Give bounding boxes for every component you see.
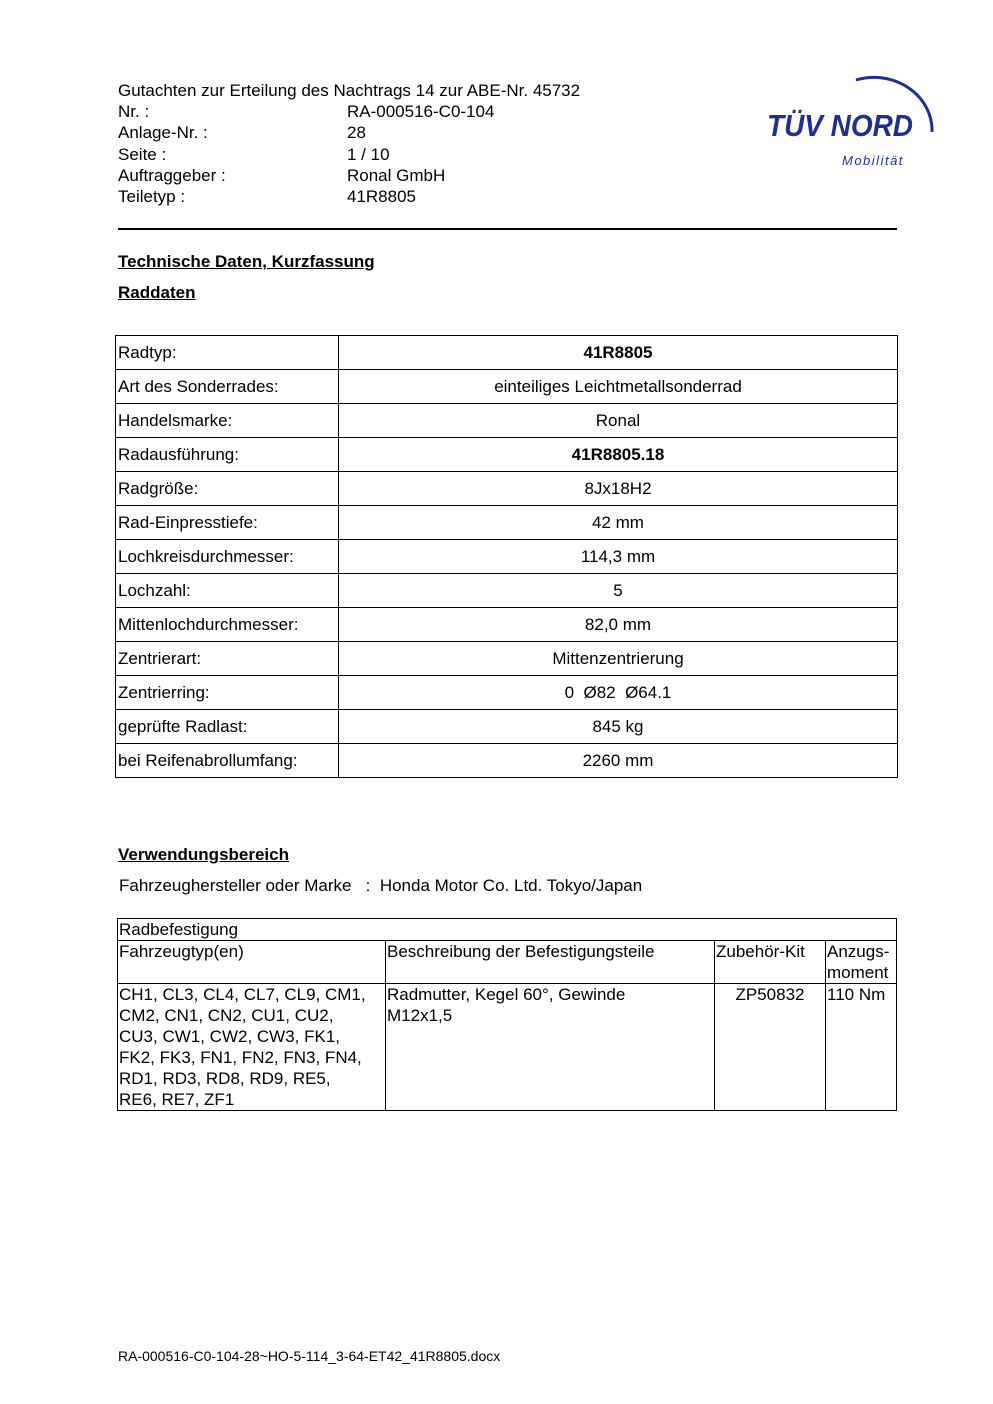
header-value: 1 / 10 — [347, 144, 390, 164]
fahrzeugtypen-cell: CH1, CL3, CL4, CL7, CL9, CM1, CM2, CN1, CN2, CU1, CU2, CU3, CW1, CW2, CW3, FK1, FK2, FK3, FN1, FN2, FN3, FN4, RD1, RD3, RD8, RD9, RE5, RE6, RE7, ZF1 — [118, 984, 386, 1111]
table-row — [116, 608, 898, 642]
table-key: Radgröße: — [116, 472, 339, 506]
table-row — [116, 370, 898, 404]
header-row-nr — [118, 101, 580, 122]
table-row — [116, 642, 898, 676]
hersteller-line — [119, 876, 642, 896]
table-key: Mittenlochdurchmesser: — [116, 608, 339, 642]
table-value: 0 Ø82 Ø64.1 — [339, 676, 898, 710]
table-row — [116, 438, 898, 472]
table-row — [116, 710, 898, 744]
hersteller-separator: : — [365, 876, 371, 895]
section-title-verwendungsbereich: Verwendungsbereich — [118, 845, 289, 864]
table-row — [116, 506, 898, 540]
header-row-teiletyp — [118, 186, 580, 207]
raddaten-table — [115, 335, 898, 778]
table-key: Lochkreisdurchmesser: — [116, 540, 339, 574]
table-key: Zentrierring: — [116, 676, 339, 710]
table-value: 2260 mm — [339, 744, 898, 778]
header-divider — [118, 228, 897, 230]
zubehoer-kit-cell: ZP50832 — [715, 984, 826, 1111]
table-key: geprüfte Radlast: — [116, 710, 339, 744]
logo-sub-text: Mobilität — [842, 153, 904, 168]
column-header: Anzugs- moment — [826, 941, 897, 984]
table-key: Handelsmarke: — [116, 404, 339, 438]
table-value: 8Jx18H2 — [339, 472, 898, 506]
table-value: Ronal — [339, 404, 898, 438]
table-row — [118, 984, 897, 1111]
header-row-auftraggeber — [118, 165, 580, 186]
header-label: Seite : — [118, 144, 167, 164]
header-row-anlage — [118, 122, 580, 143]
table-value: 845 kg — [339, 710, 898, 744]
table-row — [116, 336, 898, 370]
column-header: Beschreibung der Befestigungsteile — [386, 941, 715, 984]
column-header: Zubehör-Kit — [715, 941, 826, 984]
table-row — [116, 574, 898, 608]
table-key: Rad-Einpresstiefe: — [116, 506, 339, 540]
table-value: 82,0 mm — [339, 608, 898, 642]
beschreibung-cell: Radmutter, Kegel 60°, Gewinde M12x1,5 — [386, 984, 715, 1111]
table-row — [116, 472, 898, 506]
footer-filename: RA-000516-C0-104-28~HO-5-114_3-64-ET42_41R8805.docx — [118, 1348, 501, 1364]
section-title-raddaten: Raddaten — [118, 283, 196, 302]
header-label: Anlage-Nr. : — [118, 123, 208, 143]
table-value: 42 mm — [339, 506, 898, 540]
table-header-row — [118, 941, 897, 984]
header-value: RA-000516-C0-104 — [347, 102, 495, 122]
table-key: Zentrierart: — [116, 642, 339, 676]
table-value: 41R8805.18 — [339, 438, 898, 472]
table-value: 41R8805 — [339, 336, 898, 370]
header-value: 41R8805 — [347, 187, 417, 207]
table-title: Radbefestigung — [118, 919, 897, 941]
table-row — [116, 676, 898, 710]
table-value: einteiliges Leichtmetallsonderrad — [339, 370, 898, 404]
tuev-nord-logo — [764, 58, 944, 173]
header-value: Ronal GmbH — [347, 165, 446, 185]
table-value: 5 — [339, 574, 898, 608]
table-key: Lochzahl: — [116, 574, 339, 608]
hersteller-value: Honda Motor Co. Ltd. Tokyo/Japan — [379, 876, 643, 895]
header-label: Auftraggeber : — [118, 165, 226, 185]
table-title-row — [118, 919, 897, 941]
logo-brand-text: TÜV NORD — [767, 108, 913, 143]
header-label: Teiletyp : — [118, 187, 186, 207]
table-key: Radausführung: — [116, 438, 339, 472]
document-header — [118, 80, 580, 207]
table-row — [116, 540, 898, 574]
hersteller-label: Fahrzeughersteller oder Marke — [119, 876, 352, 895]
header-label: Nr. : — [118, 102, 150, 122]
table-value: 114,3 mm — [339, 540, 898, 574]
radbefestigung-table — [117, 918, 897, 1111]
document-title: Gutachten zur Erteilung des Nachtrags 14 zur ABE-Nr. 45732 — [118, 81, 581, 100]
table-row — [116, 744, 898, 778]
table-value: Mittenzentrierung — [339, 642, 898, 676]
header-row-seite — [118, 144, 580, 165]
column-header: Fahrzeugtyp(en) — [118, 941, 386, 984]
section-title-technische-daten: Technische Daten, Kurzfassung — [118, 252, 375, 271]
anzugsmoment-cell: 110 Nm — [826, 984, 897, 1111]
header-value: 28 — [347, 123, 366, 143]
table-row — [116, 404, 898, 438]
table-key: bei Reifenabrollumfang: — [116, 744, 339, 778]
table-key: Art des Sonderrades: — [116, 370, 339, 404]
table-key: Radtyp: — [116, 336, 339, 370]
